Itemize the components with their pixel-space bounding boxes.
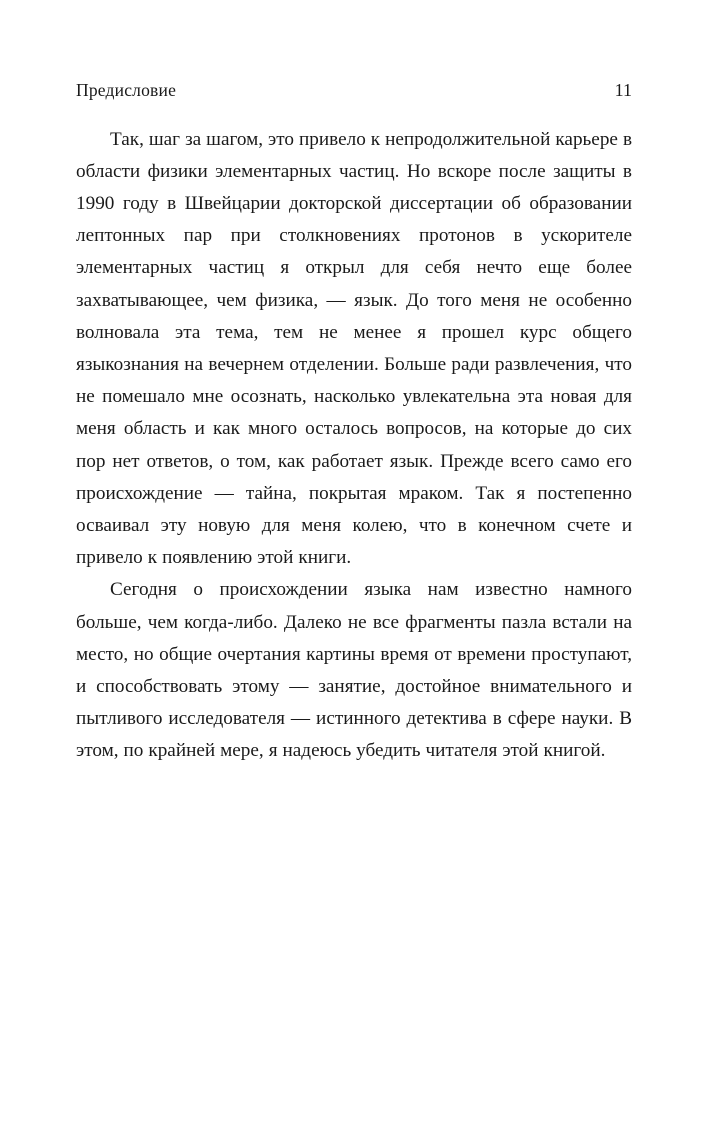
page-number: 11: [614, 80, 632, 100]
body-text: [76, 124, 632, 768]
running-head-title: Предисловие: [76, 80, 177, 100]
page-content: [76, 80, 632, 768]
paragraph: Сегодня о происхождении языка нам известно намного больше, чем когда-либо. Далеко не все фрагменты пазла встали на место, но общие очертания картины время от времени проступают, и способствовать этому — занятие, достойное внимательного и пытливого исследователя — истинного детектива в сфере науки. В этом, по крайней мере, я надеюсь убедить читателя этой книгой.: [76, 579, 632, 762]
paragraph: Так, шаг за шагом, это привело к непродолжительной карьере в области физики элементарных частиц. Но вскоре после защиты в 1990 году в Швейцарии докторской диссертации об образовании лептонных пар при столкновениях протонов в ускорителе элементарных частиц я открыл для себя нечто еще более захватывающее, чем физика, — язык. До того меня не особенно волновала эта тема, тем не менее я прошел курс общего языкознания на вечернем отделении. Больше ради развлечения, что не помешало мне осознать, насколько увлекательна эта новая для меня область и как много осталось вопросов, на которые до сих пор нет ответов, о том, как работает язык. Прежде всего само его происхождение — тайна, покрытая мраком. Так я постепенно осваивал эту новую для меня колею, что в конечном счете и привело к появлению этой книги.: [76, 128, 632, 569]
running-head: [76, 80, 632, 102]
